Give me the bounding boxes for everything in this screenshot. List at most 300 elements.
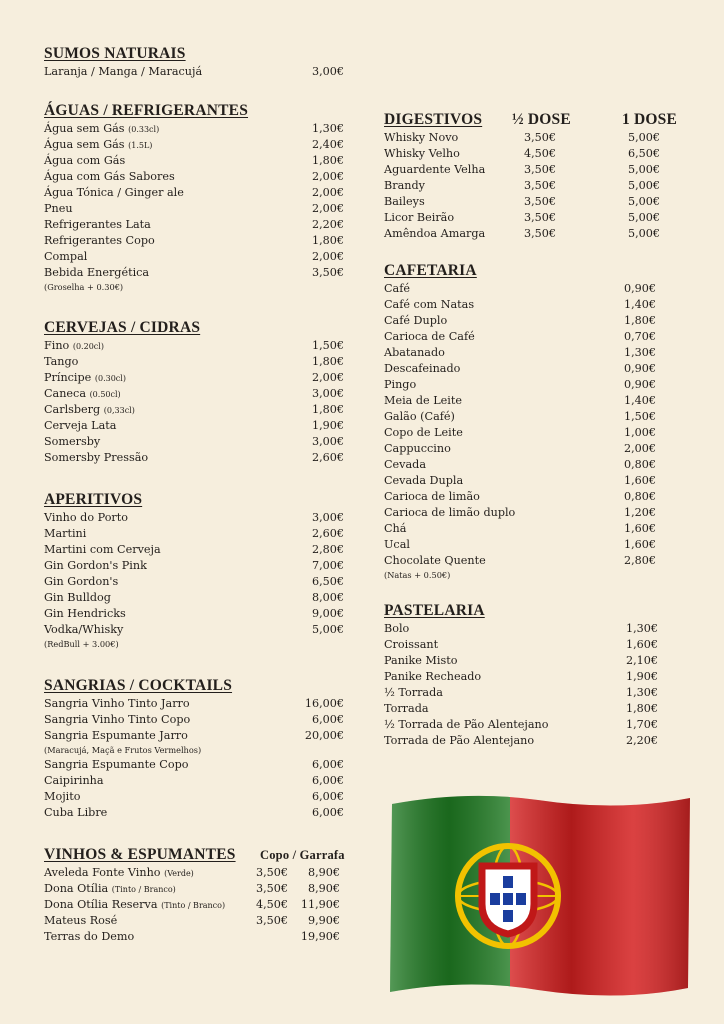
item-name-text: Martini xyxy=(44,527,87,540)
item-price: 2,00€ xyxy=(311,170,344,183)
item-size: (0.30cl) xyxy=(94,374,126,383)
item-size: (1.5L) xyxy=(128,141,153,150)
item-name-text: Torrada xyxy=(384,702,429,715)
item-price: 1,50€ xyxy=(311,339,344,352)
item-name-text: Cuba Libre xyxy=(44,806,108,819)
section-digestivos xyxy=(384,110,684,242)
item-name xyxy=(44,201,73,217)
menu-item xyxy=(44,354,344,370)
item-name-text: Café xyxy=(384,282,410,295)
menu-item xyxy=(44,137,344,153)
item-name-text: Terras do Demo xyxy=(44,930,135,943)
item-name-text: Abatanado xyxy=(384,346,445,359)
item-price-garrafa: 11,90€ xyxy=(300,898,340,911)
item-name-text: Fino xyxy=(44,339,70,352)
item-price-garrafa: 8,90€ xyxy=(307,866,340,879)
item-name xyxy=(44,574,118,590)
item-price-garrafa: 8,90€ xyxy=(307,882,340,895)
menu-item xyxy=(384,345,684,361)
menu-item xyxy=(44,169,344,185)
item-name: Whisky Novo xyxy=(384,131,459,144)
item-name-text: Água Tónica / Ginger ale xyxy=(44,186,184,199)
section-aguas xyxy=(44,101,344,294)
item-name-text: Carioca de limão duplo xyxy=(384,506,516,519)
item-name-text: Descafeinado xyxy=(384,362,461,375)
item-price-one-dose: 6,50€ xyxy=(627,147,660,160)
item-price: 1,80€ xyxy=(311,355,344,368)
item-price: 2,10€ xyxy=(625,654,658,667)
menu-item xyxy=(44,338,344,354)
menu-item xyxy=(384,489,684,505)
item-price: 9,00€ xyxy=(311,607,344,620)
menu-item xyxy=(384,393,684,409)
item-price-half-dose: 3,50€ xyxy=(523,131,556,144)
item-name-text: ½ Torrada xyxy=(384,686,443,699)
menu-item xyxy=(384,377,684,393)
digestivo-item xyxy=(384,194,684,210)
item-name xyxy=(44,558,147,574)
item-name-text: Gin Bulldog xyxy=(44,591,111,604)
item-name-text: Carioca de Café xyxy=(384,330,475,343)
item-name xyxy=(44,510,128,526)
item-price: 2,60€ xyxy=(311,451,344,464)
item-price: 0,80€ xyxy=(623,490,656,503)
item-name xyxy=(44,354,78,370)
item-name-text: Somersby xyxy=(44,435,101,448)
item-name-text: Chocolate Quente xyxy=(384,554,486,567)
item-name xyxy=(44,805,107,821)
item-price: 2,20€ xyxy=(311,218,344,231)
item-price: 1,30€ xyxy=(311,122,344,135)
menu-item xyxy=(384,297,684,313)
item-list xyxy=(44,696,344,744)
item-size: (0.50cl) xyxy=(89,390,121,399)
menu-item xyxy=(44,370,344,386)
item-type: (Tinto / Branco) xyxy=(111,885,176,894)
menu-item xyxy=(384,313,684,329)
menu-item xyxy=(44,434,344,450)
item-name: Aguardente Velha xyxy=(384,163,486,176)
item-name-text: Sangria Espumante Jarro xyxy=(44,729,188,742)
item-price: 2,00€ xyxy=(623,442,656,455)
item-price: 20,00€ xyxy=(304,729,344,742)
item-name xyxy=(44,434,100,450)
item-name xyxy=(44,153,125,169)
item-price: 1,40€ xyxy=(623,394,656,407)
wine-item xyxy=(44,865,344,881)
column-header-half-dose: ½ DOSE xyxy=(512,111,571,128)
item-price: 1,60€ xyxy=(623,538,656,551)
menu-item xyxy=(384,669,684,685)
menu-item xyxy=(44,542,344,558)
item-price: 1,30€ xyxy=(625,686,658,699)
wine-item xyxy=(44,897,344,913)
item-name xyxy=(44,418,116,434)
item-price: 3,00€ xyxy=(311,65,344,78)
section-title: SANGRIAS / COCKTAILS xyxy=(44,677,233,694)
section-pastelaria xyxy=(384,601,684,749)
item-name-text: Mateus Rosé xyxy=(44,914,118,927)
digestivo-item xyxy=(384,162,684,178)
item-price: 1,80€ xyxy=(311,234,344,247)
item-name-text: Cevada Dupla xyxy=(384,474,464,487)
item-name-text: Somersby Pressão xyxy=(44,451,149,464)
item-name xyxy=(44,137,152,154)
item-note: (Maracujá, Maçã e Frutos Vermelhos) xyxy=(44,745,202,755)
digestivo-item xyxy=(384,146,684,162)
menu-item xyxy=(44,153,344,169)
menu-item xyxy=(44,233,344,249)
item-name xyxy=(44,233,155,249)
item-name xyxy=(44,757,188,773)
menu-item xyxy=(44,217,344,233)
section-title: SUMOS NATURAIS xyxy=(44,45,186,62)
item-name xyxy=(44,881,176,898)
item-price: 1,70€ xyxy=(625,718,658,731)
item-price: 6,50€ xyxy=(311,575,344,588)
item-list xyxy=(44,338,344,466)
item-name-text: Panike Misto xyxy=(384,654,458,667)
item-list xyxy=(384,621,684,749)
item-price: 2,00€ xyxy=(311,202,344,215)
item-name xyxy=(44,402,135,419)
item-name-text: Cevada xyxy=(384,458,427,471)
item-name-text: Caneca xyxy=(44,387,86,400)
item-note: (Natas + 0.50€) xyxy=(384,570,451,580)
menu-item xyxy=(384,457,684,473)
item-price: 2,00€ xyxy=(311,186,344,199)
item-price-half-dose: 3,50€ xyxy=(523,163,556,176)
item-price-garrafa: 19,90€ xyxy=(300,930,340,943)
column-header-copo-garrafa: Copo / Garrafa xyxy=(260,848,345,862)
item-price-copo: 4,50€ xyxy=(255,898,288,911)
item-price-half-dose: 4,50€ xyxy=(523,147,556,160)
item-name-text: Compal xyxy=(44,250,88,263)
item-name-text: Sangria Vinho Tinto Copo xyxy=(44,713,191,726)
item-name-text: Pneu xyxy=(44,202,73,215)
item-price-copo: 3,50€ xyxy=(255,866,288,879)
item-name-text: Mojito xyxy=(44,790,81,803)
section-title: PASTELARIA xyxy=(384,602,485,619)
digestivo-item xyxy=(384,226,684,242)
item-name-text: Água com Gás Sabores xyxy=(44,170,175,183)
item-name-text: Croissant xyxy=(384,638,439,651)
item-name xyxy=(44,728,188,744)
menu-item xyxy=(384,361,684,377)
item-size: (0,33cl) xyxy=(103,406,135,415)
menu-item xyxy=(44,121,344,137)
item-price-garrafa: 9,90€ xyxy=(307,914,340,927)
section-title: APERITIVOS xyxy=(44,491,143,508)
item-name-text: Água sem Gás xyxy=(44,138,125,151)
item-name-text: Tango xyxy=(44,355,79,368)
item-name xyxy=(44,789,80,805)
section-title: CERVEJAS / CIDRAS xyxy=(44,319,201,336)
menu-item xyxy=(44,590,344,606)
item-price: 1,00€ xyxy=(623,426,656,439)
item-price-one-dose: 5,00€ xyxy=(627,163,660,176)
item-name-text: Copo de Leite xyxy=(384,426,463,439)
menu-item xyxy=(44,450,344,466)
item-name-text: Carioca de limão xyxy=(384,490,480,503)
item-name: Whisky Velho xyxy=(384,147,460,160)
item-name xyxy=(44,542,161,558)
item-price: 1,30€ xyxy=(625,622,658,635)
menu-item xyxy=(44,386,344,402)
item-price: 1,80€ xyxy=(311,403,344,416)
menu-item xyxy=(44,712,344,728)
digestivo-item xyxy=(384,210,684,226)
item-name-text: Dona Otília xyxy=(44,882,109,895)
section-sumos xyxy=(44,44,344,80)
item-name xyxy=(44,897,225,914)
menu-item xyxy=(384,473,684,489)
item-name xyxy=(44,265,149,281)
item-price: 6,00€ xyxy=(311,790,344,803)
item-size: (0.33cl) xyxy=(128,125,160,134)
item-name xyxy=(44,622,123,638)
menu-item xyxy=(44,805,344,821)
item-list xyxy=(44,121,344,281)
item-name-text: Água com Gás xyxy=(44,154,126,167)
menu-item xyxy=(44,558,344,574)
item-price-one-dose: 5,00€ xyxy=(627,211,660,224)
item-price: 1,60€ xyxy=(623,522,656,535)
menu-item xyxy=(44,418,344,434)
section-title xyxy=(44,845,344,865)
item-price-half-dose: 3,50€ xyxy=(523,211,556,224)
item-list xyxy=(384,281,684,569)
item-name xyxy=(44,590,111,606)
item-price: 2,00€ xyxy=(311,250,344,263)
menu-item xyxy=(384,409,684,425)
item-price: 5,00€ xyxy=(311,623,344,636)
item-type: (Verde) xyxy=(164,869,194,878)
item-name-text: Sangria Espumante Copo xyxy=(44,758,189,771)
item-name-text: Sangria Vinho Tinto Jarro xyxy=(44,697,190,710)
item-price: 1,90€ xyxy=(625,670,658,683)
item-name: Brandy xyxy=(384,179,425,192)
section-cafetaria xyxy=(384,261,684,582)
wine-item xyxy=(44,929,344,945)
item-name-text: Cappuccino xyxy=(384,442,451,455)
item-name-text: Meia de Leite xyxy=(384,394,462,407)
item-name xyxy=(44,913,117,929)
section-sangrias xyxy=(44,676,344,821)
menu-item xyxy=(384,537,684,553)
item-name xyxy=(44,386,121,403)
item-price: 7,00€ xyxy=(311,559,344,572)
section-cervejas xyxy=(44,318,344,466)
menu-item xyxy=(44,574,344,590)
item-name xyxy=(44,773,104,789)
menu-item xyxy=(44,64,344,80)
item-name-text: Vodka/Whisky xyxy=(44,623,124,636)
item-name xyxy=(44,526,86,542)
digestivo-item xyxy=(384,178,684,194)
item-name-text: Caipirinha xyxy=(44,774,104,787)
item-price: 6,00€ xyxy=(311,806,344,819)
item-name-text: Dona Otília Reserva xyxy=(44,898,158,911)
item-name xyxy=(44,338,104,355)
item-name xyxy=(44,121,159,138)
section-title-text: DIGESTIVOS xyxy=(384,111,483,128)
menu-item xyxy=(44,606,344,622)
menu-item xyxy=(44,728,344,744)
item-price-one-dose: 5,00€ xyxy=(627,227,660,240)
item-name: Licor Beirão xyxy=(384,211,455,224)
item-price-one-dose: 5,00€ xyxy=(627,131,660,144)
item-price: 1,80€ xyxy=(623,314,656,327)
menu-item xyxy=(44,510,344,526)
item-name xyxy=(44,217,151,233)
menu-item xyxy=(44,696,344,712)
item-price: 0,90€ xyxy=(623,282,656,295)
item-name-text: Gin Hendricks xyxy=(44,607,126,620)
item-price: 1,30€ xyxy=(623,346,656,359)
wine-item xyxy=(44,913,344,929)
menu-item xyxy=(44,265,344,281)
item-name xyxy=(44,606,126,622)
menu-item xyxy=(384,281,684,297)
item-name-text: Café Duplo xyxy=(384,314,448,327)
menu-item xyxy=(384,329,684,345)
menu-item xyxy=(384,621,684,637)
item-price: 2,20€ xyxy=(625,734,658,747)
wine-item xyxy=(44,881,344,897)
menu-item xyxy=(384,441,684,457)
item-name xyxy=(44,929,134,945)
item-name-text: Bebida Energética xyxy=(44,266,150,279)
item-name-text: Água sem Gás xyxy=(44,122,125,135)
item-price: 1,40€ xyxy=(623,298,656,311)
item-name xyxy=(44,696,190,712)
section-vinhos xyxy=(44,845,344,945)
item-name-text: Panike Recheado xyxy=(384,670,482,683)
item-price: 3,00€ xyxy=(311,511,344,524)
item-name-text: Gin Gordon's Pink xyxy=(44,559,147,572)
item-name-text: Gin Gordon's xyxy=(44,575,119,588)
item-name-text: Galão (Café) xyxy=(384,410,455,423)
menu-item xyxy=(384,505,684,521)
digestivo-item xyxy=(384,130,684,146)
item-name-text: Bolo xyxy=(384,622,410,635)
item-price: 2,80€ xyxy=(311,543,344,556)
menu-item xyxy=(384,717,684,733)
section-title: CAFETARIA xyxy=(384,262,477,279)
item-price: 1,50€ xyxy=(623,410,656,423)
menu-item xyxy=(384,553,684,569)
item-price: 1,60€ xyxy=(625,638,658,651)
item-name-text: Ucal xyxy=(384,538,410,551)
menu-item xyxy=(384,637,684,653)
menu-item xyxy=(384,733,684,749)
item-name-text: Torrada de Pão Alentejano xyxy=(384,734,535,747)
menu-item xyxy=(384,653,684,669)
item-price: 1,60€ xyxy=(623,474,656,487)
item-name xyxy=(44,185,184,201)
item-name: Baileys xyxy=(384,195,425,208)
item-name-text: ½ Torrada de Pão Alentejano xyxy=(384,718,549,731)
item-name xyxy=(44,712,190,728)
section-title xyxy=(384,110,684,130)
item-name-text: Refrigerantes Copo xyxy=(44,234,155,247)
item-price: 2,00€ xyxy=(311,371,344,384)
item-price-half-dose: 3,50€ xyxy=(523,227,556,240)
menu-item xyxy=(44,402,344,418)
item-price-one-dose: 5,00€ xyxy=(627,179,660,192)
menu-item xyxy=(44,789,344,805)
item-price: 2,80€ xyxy=(623,554,656,567)
menu-item xyxy=(384,685,684,701)
item-price: 0,70€ xyxy=(623,330,656,343)
item-name-text: Pingo xyxy=(384,378,417,391)
item-price: 2,60€ xyxy=(311,527,344,540)
item-price: 8,00€ xyxy=(311,591,344,604)
menu-item xyxy=(44,201,344,217)
item-name-text: Café com Natas xyxy=(384,298,475,311)
digestivo-list xyxy=(384,130,684,242)
item-name-text: Cerveja Lata xyxy=(44,419,117,432)
item-size: (0.20cl) xyxy=(72,342,104,351)
item-name xyxy=(44,865,194,882)
item-name-text: Carlsberg xyxy=(44,403,101,416)
item-price-copo: 3,50€ xyxy=(255,882,288,895)
item-name-text: Chá xyxy=(384,522,407,535)
section-title: ÁGUAS / REFRIGERANTES xyxy=(44,102,249,119)
item-price: 2,40€ xyxy=(311,138,344,151)
item-name: Laranja / Manga / Maracujá xyxy=(44,65,203,78)
item-price: 6,00€ xyxy=(311,774,344,787)
menu-item xyxy=(44,526,344,542)
item-name: Amêndoa Amarga xyxy=(384,227,486,240)
menu-item xyxy=(44,757,344,773)
item-price: 3,00€ xyxy=(311,435,344,448)
menu-item xyxy=(384,701,684,717)
item-name xyxy=(44,370,126,387)
section-aperitivos xyxy=(44,490,344,651)
section-title-text: VINHOS & ESPUMANTES xyxy=(44,846,236,863)
item-price-half-dose: 3,50€ xyxy=(523,195,556,208)
item-price: 6,00€ xyxy=(311,713,344,726)
item-name-text: Vinho do Porto xyxy=(44,511,129,524)
item-note: (Groselha + 0.30€) xyxy=(44,282,124,292)
menu-item xyxy=(44,773,344,789)
item-price: 16,00€ xyxy=(304,697,344,710)
item-price: 0,80€ xyxy=(623,458,656,471)
item-name xyxy=(44,450,148,466)
item-name-text: Príncipe xyxy=(44,371,92,384)
item-price: 1,80€ xyxy=(625,702,658,715)
item-price-copo: 3,50€ xyxy=(255,914,288,927)
menu-item xyxy=(44,249,344,265)
item-note: (RedBull + 3.00€) xyxy=(44,639,119,649)
menu-item xyxy=(384,425,684,441)
menu-item xyxy=(384,521,684,537)
item-name xyxy=(44,249,87,265)
column-header-one-dose: 1 DOSE xyxy=(622,111,678,128)
item-price: 1,90€ xyxy=(311,419,344,432)
item-price-half-dose: 3,50€ xyxy=(523,179,556,192)
item-type: (Tinto / Branco) xyxy=(161,901,226,910)
item-price: 1,80€ xyxy=(311,154,344,167)
item-price: 1,20€ xyxy=(623,506,656,519)
item-name xyxy=(44,169,175,185)
menu-item xyxy=(44,185,344,201)
item-list xyxy=(44,510,344,638)
item-price-one-dose: 5,00€ xyxy=(627,195,660,208)
item-name-text: Aveleda Fonte Vinho xyxy=(44,866,161,879)
